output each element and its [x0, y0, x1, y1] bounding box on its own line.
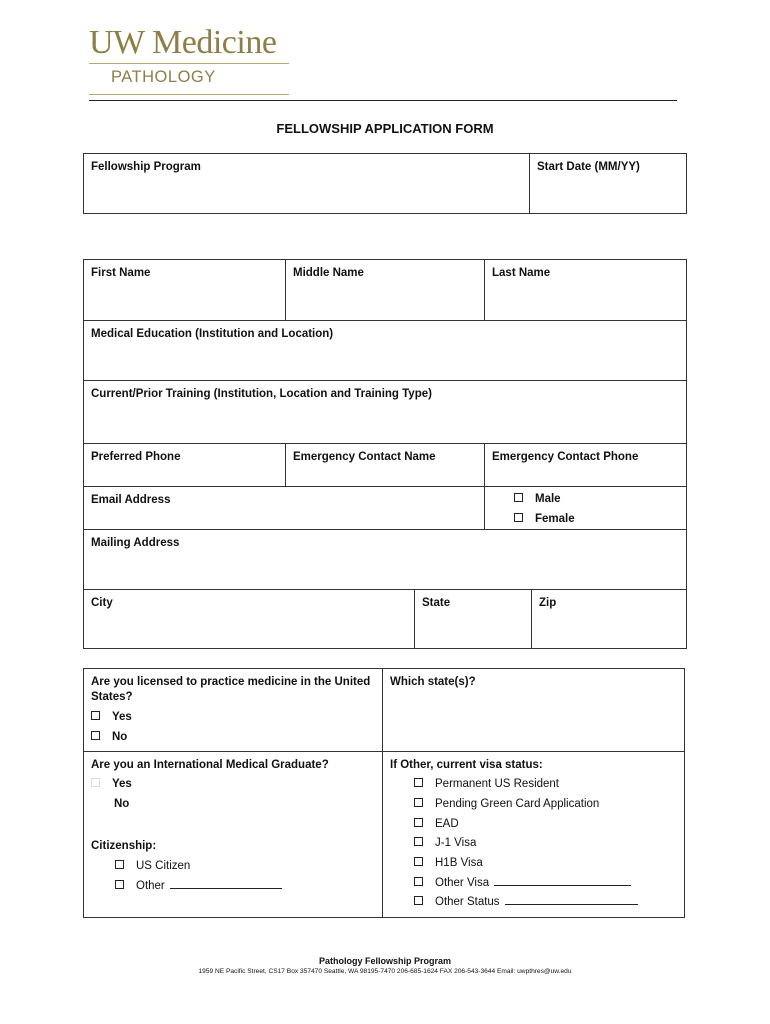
- citizenship-option-us[interactable]: [115, 859, 190, 873]
- first-name-field[interactable]: [84, 260, 285, 320]
- logo-department: PATHOLOGY: [111, 68, 216, 86]
- zip-field[interactable]: [532, 590, 686, 648]
- img-option-yes[interactable]: [91, 777, 132, 791]
- img-option-no[interactable]: [114, 797, 129, 811]
- logo-rule-top: [89, 63, 289, 64]
- emergency-phone-label: Emergency Contact Phone: [492, 451, 639, 463]
- gender-option-male[interactable]: [514, 492, 561, 506]
- us-citizen-checkbox[interactable]: [115, 860, 124, 869]
- medical-education-label: Medical Education (Institution and Location): [91, 328, 334, 340]
- visa-option-other-status[interactable]: [414, 895, 638, 909]
- fellowship-program-field[interactable]: [84, 154, 529, 213]
- other-status-checkbox[interactable]: [414, 896, 423, 905]
- permanent-resident-label: Permanent US Resident: [435, 778, 560, 790]
- email-field[interactable]: [84, 487, 484, 529]
- visa-label: If Other, current visa status:: [390, 759, 543, 771]
- visa-option-ead[interactable]: [414, 817, 459, 831]
- form-title: FELLOWSHIP APPLICATION FORM: [276, 121, 494, 136]
- img-question: Are you an International Medical Graduate?: [91, 759, 329, 771]
- personal-section: [83, 259, 687, 649]
- licensed-no-checkbox[interactable]: [91, 731, 100, 740]
- divider: [484, 487, 485, 529]
- female-checkbox[interactable]: [514, 513, 523, 522]
- pending-green-card-checkbox[interactable]: [414, 798, 423, 807]
- licensed-option-yes[interactable]: [91, 710, 132, 724]
- first-name-label: First Name: [91, 267, 151, 279]
- footer-program: Pathology Fellowship Program: [318, 956, 452, 966]
- licensed-question: Are you licensed to practice medicine in the United States?: [91, 676, 371, 703]
- state-field[interactable]: [415, 590, 531, 648]
- email-label: Email Address: [91, 494, 171, 506]
- start-date-label: Start Date (MM/YY): [537, 161, 640, 173]
- img-yes-checkbox[interactable]: [91, 778, 100, 787]
- img-no-label: No: [114, 798, 130, 810]
- last-name-field[interactable]: [485, 260, 686, 320]
- emergency-name-label: Emergency Contact Name: [293, 451, 436, 463]
- state-label: State: [422, 597, 451, 609]
- fellowship-program-label: Fellowship Program: [91, 161, 201, 173]
- img-yes-label: Yes: [112, 778, 132, 790]
- last-name-label: Last Name: [492, 267, 551, 279]
- middle-name-label: Middle Name: [293, 267, 364, 279]
- mailing-address-label: Mailing Address: [91, 537, 180, 549]
- city-field[interactable]: [84, 590, 414, 648]
- which-states-label: Which state(s)?: [390, 676, 476, 688]
- program-section: [83, 153, 687, 214]
- male-checkbox[interactable]: [514, 493, 523, 502]
- emergency-phone-field[interactable]: [485, 444, 686, 486]
- ead-checkbox[interactable]: [414, 818, 423, 827]
- j1-visa-label: J-1 Visa: [435, 837, 477, 849]
- header-divider: [89, 100, 677, 101]
- preferred-phone-label: Preferred Phone: [91, 451, 181, 463]
- training-label: Current/Prior Training (Institution, Location and Training Type): [91, 388, 432, 400]
- other-visa-checkbox[interactable]: [414, 877, 423, 886]
- logo-wordmark: UW Medicine: [89, 24, 277, 61]
- licensing-section: [83, 668, 685, 918]
- start-date-field[interactable]: [530, 154, 686, 213]
- city-label: City: [91, 597, 113, 609]
- male-label: Male: [535, 493, 561, 505]
- licensed-option-no[interactable]: [91, 730, 127, 744]
- citizenship-other-blank[interactable]: [170, 879, 282, 889]
- zip-label: Zip: [539, 597, 557, 609]
- which-states-field[interactable]: [383, 669, 684, 751]
- visa-option-j1[interactable]: [414, 836, 476, 850]
- medical-education-field[interactable]: [84, 321, 686, 380]
- pending-green-card-label: Pending Green Card Application: [435, 798, 600, 810]
- licensed-yes-label: Yes: [112, 711, 132, 723]
- mailing-address-field[interactable]: [84, 530, 686, 589]
- uw-medicine-logo: [89, 26, 291, 98]
- citizenship-other-label: Other: [136, 880, 165, 892]
- footer-address: 1959 NE Pacific Street, CS17 Box 357470 Seattle, WA 98195-7470 206-685-1624 FAX 206-543-3644 Email: uwpthres@uw.edu: [198, 968, 572, 975]
- permanent-resident-checkbox[interactable]: [414, 778, 423, 787]
- visa-option-other-visa[interactable]: [414, 876, 631, 890]
- j1-visa-checkbox[interactable]: [414, 837, 423, 846]
- visa-option-permanent[interactable]: [414, 777, 559, 791]
- us-citizen-label: US Citizen: [136, 860, 191, 872]
- citizenship-other-checkbox[interactable]: [115, 880, 124, 889]
- other-status-label: Other Status: [435, 896, 500, 908]
- gender-option-female[interactable]: [514, 512, 575, 526]
- other-visa-label: Other Visa: [435, 877, 490, 889]
- preferred-phone-field[interactable]: [84, 444, 285, 486]
- citizenship-label: Citizenship:: [91, 840, 157, 852]
- logo-rule-bottom: [89, 94, 289, 95]
- other-status-blank[interactable]: [505, 895, 638, 905]
- licensed-no-label: No: [112, 731, 128, 743]
- h1b-visa-label: H1B Visa: [435, 857, 483, 869]
- visa-option-pending[interactable]: [414, 797, 599, 811]
- middle-name-field[interactable]: [286, 260, 484, 320]
- visa-option-h1b[interactable]: [414, 856, 483, 870]
- divider: [84, 751, 684, 752]
- h1b-visa-checkbox[interactable]: [414, 857, 423, 866]
- training-field[interactable]: [84, 381, 686, 443]
- other-visa-blank[interactable]: [494, 876, 631, 886]
- emergency-name-field[interactable]: [286, 444, 484, 486]
- citizenship-option-other[interactable]: [115, 879, 282, 893]
- female-label: Female: [535, 513, 575, 525]
- ead-label: EAD: [435, 818, 459, 830]
- licensed-yes-checkbox[interactable]: [91, 711, 100, 720]
